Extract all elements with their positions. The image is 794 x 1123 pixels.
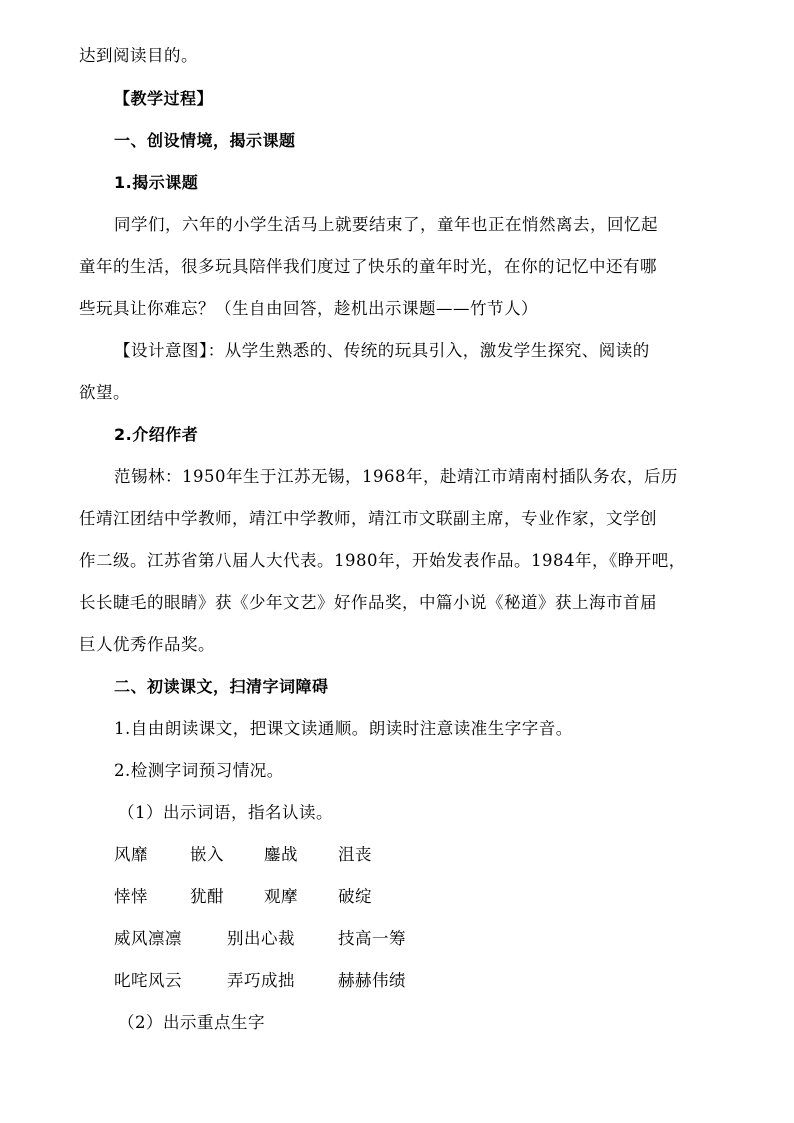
author-bio-line-4: 长长睫毛的眼睛》获《少年文艺》好作品奖，中篇小说《秘道》获上海市首届 xyxy=(79,593,657,612)
vocab-word: 悻悻 xyxy=(114,887,148,906)
step-read-aloud: 1.自由朗读课文，把课文读通顺。朗读时注意读准生字字音。 xyxy=(114,719,573,738)
paragraph-intro-line-1: 同学们，六年的小学生活马上就要结束了，童年也正在悄然离去，回忆起 xyxy=(114,215,658,234)
vocab-word: 威风凛凛 xyxy=(114,929,182,948)
vocab-word: 风靡 xyxy=(114,845,148,864)
paragraph-continuation: 达到阅读目的。 xyxy=(79,46,198,65)
paragraph-intro-line-2: 童年的生活，很多玩具陪伴我们度过了快乐的童年时光，在你的记忆中还有哪 xyxy=(79,257,657,276)
design-intent-line-1: 【设计意图】：从学生熟悉的、传统的玩具引入，激发学生探究、阅读的 xyxy=(114,341,650,360)
heading-one: 一、创设情境，揭示课题 xyxy=(114,131,296,150)
vocab-word: 沮丧 xyxy=(338,845,372,864)
vocab-word: 观摩 xyxy=(264,887,298,906)
step-show-key-characters: （2）出示重点生字 xyxy=(118,1013,265,1032)
author-bio-line-2: 任靖江团结中学教师，靖江中学教师，靖江市文联副主席，专业作家，文学创 xyxy=(79,509,657,528)
author-bio-line-5: 巨人优秀作品奖。 xyxy=(79,635,215,654)
vocab-word: 犹酣 xyxy=(190,887,224,906)
design-intent-line-2: 欲望。 xyxy=(79,383,130,402)
vocab-word: 弄巧成拙 xyxy=(227,971,295,990)
subheading-author: 2.介绍作者 xyxy=(114,425,199,444)
vocab-word: 叱咤风云 xyxy=(114,971,182,990)
paragraph-intro-line-3: 些玩具让你难忘？（生自由回答，趁机出示课题——竹节人） xyxy=(79,299,538,318)
vocab-word: 嵌入 xyxy=(190,845,224,864)
vocab-word: 技高一筹 xyxy=(338,929,406,948)
vocab-word: 赫赫伟绩 xyxy=(338,971,406,990)
author-bio-line-1: 范锡林：1950年生于江苏无锡，1968年，赴靖江市靖南村插队务农，后历 xyxy=(114,467,678,486)
subheading-reveal-topic: 1.揭示课题 xyxy=(114,173,199,192)
vocab-word: 破绽 xyxy=(338,887,372,906)
vocab-word: 别出心裁 xyxy=(227,929,295,948)
section-title-process: 【教学过程】 xyxy=(114,89,214,108)
vocab-word: 鏖战 xyxy=(264,845,298,864)
step-show-words: （1）出示词语，指名认读。 xyxy=(118,803,333,822)
heading-two: 二、初读课文，扫清字词障碍 xyxy=(114,677,329,696)
step-vocab-check: 2.检测字词预习情况。 xyxy=(114,761,284,780)
author-bio-line-3: 作二级。江苏省第八届人大代表。1980年，开始发表作品。1984年，《睁开吧， xyxy=(79,551,686,570)
